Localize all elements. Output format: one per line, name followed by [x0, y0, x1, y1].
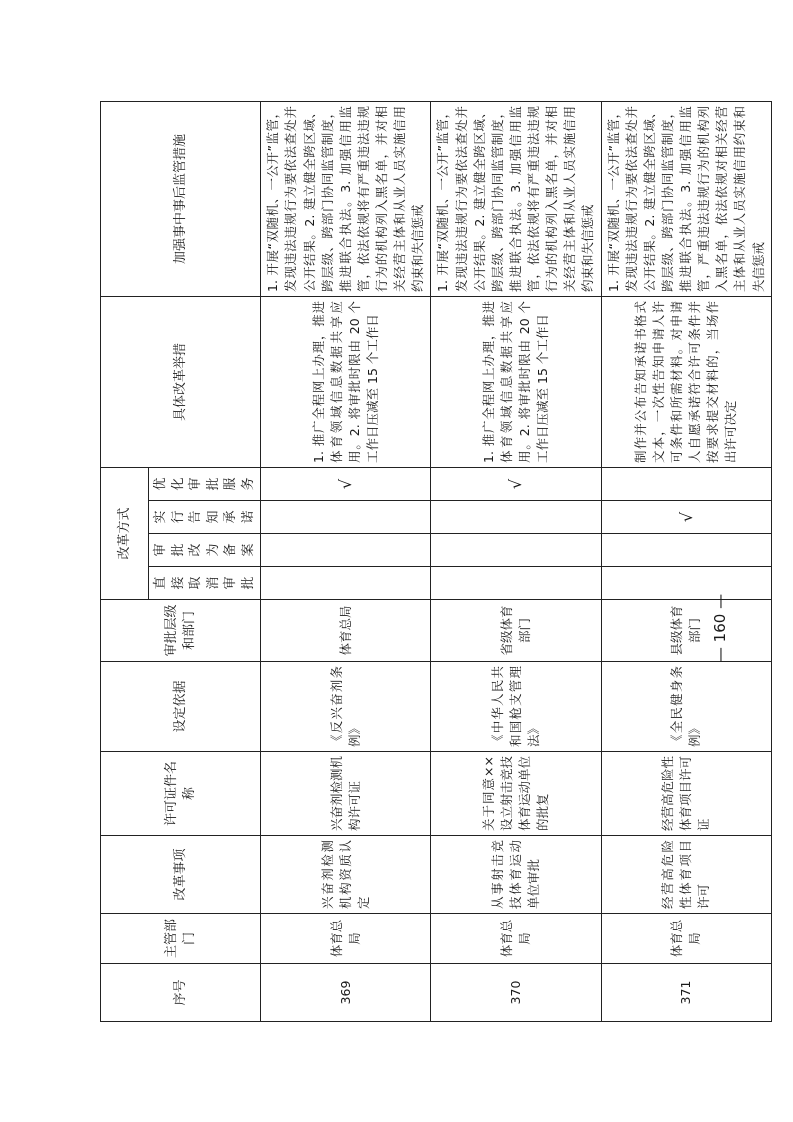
rotated-table-wrapper	[100, 102, 770, 1022]
cell-item: 兴奋剂检测机构资质认定	[261, 836, 431, 914]
header-mode: 改革方式	[101, 467, 149, 599]
table-row	[601, 101, 771, 1021]
reform-table	[100, 101, 772, 1022]
page-number-text: — 160 —	[711, 593, 730, 663]
header-mode-optimize: 优化审批服务	[149, 467, 261, 500]
cell-supervision: 1. 开展“双随机、一公开”监管，发现违法违规行为要依法查处并公开结果。2. 建立健全跨区域、跨层级、跨部门协同监管制度，推进联合执法。3. 加强信用监管，严重违法违规行为的机构列入黑名单，依法依规对相关经营主体和从业人员实施信用约束和失信惩戒	[601, 101, 771, 296]
cell-license: 关于同意××设立射击竞技体育运动单位的批复	[431, 752, 601, 836]
header-seq: 序号	[101, 964, 261, 1022]
page-number	[700, 593, 740, 663]
header-level: 审批层级和部门	[101, 600, 261, 662]
cell-measures: 1. 推广全程网上办理，推进体育领域信息数据共享应用。2. 将审批时限由 20 个工作日压减至 15 个工作日	[261, 296, 431, 467]
header-item: 改革事项	[101, 836, 261, 914]
cell-supervision: 1. 开展“双随机、一公开”监管，发现违法违规行为要依法查处并公开结果。2. 建立健全跨区域、跨层级、跨部门协同监管制度，推进联合执法。3. 加强信用监管，依法依规将有严重违法违规行为的机构列入黑名单，并对相关经营主体和从业人员实施信用约束和失信惩戒	[431, 101, 601, 296]
cell-seq: 370	[431, 964, 601, 1022]
cell-cancel	[261, 567, 431, 600]
cell-measures: 1. 推广全程网上办理，推进体育领域信息数据共享应用。2. 将审批时限由 20 个工作日压减至 15 个工作日	[431, 296, 601, 467]
header-mode-promise: 实行告知承诺	[149, 501, 261, 534]
cell-dept: 体育总局	[431, 914, 601, 964]
cell-license: 经营高危险性体育项目许可证	[601, 752, 771, 836]
cell-filing	[431, 534, 601, 567]
cell-measures: 制作并公布告知承诺书格式文本，一次性告知申请人许可条件和所需材料。对申请人自愿承诺符合许可条件并按要求提交材料的，当场作出许可决定	[601, 296, 771, 467]
cell-promise	[261, 501, 431, 534]
header-measures: 具体改革举措	[101, 296, 261, 467]
cell-dept: 体育总局	[261, 914, 431, 964]
cell-level: 县级体育部门	[601, 600, 771, 662]
table-row	[431, 101, 601, 1021]
table-row	[261, 101, 431, 1021]
cell-item: 从事射击竞技体育运动单位审批	[431, 836, 601, 914]
cell-supervision: 1. 开展“双随机、一公开”监管，发现违法违规行为要依法查处并公开结果。2. 建立健全跨区域、跨层级、跨部门协同监管制度，推进联合执法。3. 加强信用监管，依法依规将有严重违法违规行为的机构列入黑名单，并对相关经营主体和从业人员实施信用约束和失信惩戒	[261, 101, 431, 296]
cell-promise: √	[601, 501, 771, 534]
cell-promise	[431, 501, 601, 534]
cell-optimize: √	[431, 467, 601, 500]
header-license: 许可证件名称	[101, 752, 261, 836]
cell-cancel	[431, 567, 601, 600]
cell-filing	[601, 534, 771, 567]
cell-license: 兴奋剂检测机构许可证	[261, 752, 431, 836]
cell-level: 体育总局	[261, 600, 431, 662]
cell-basis: 《中华人民共和国枪支管理法》	[431, 662, 601, 752]
cell-optimize	[601, 467, 771, 500]
cell-level: 省级体育部门	[431, 600, 601, 662]
header-mode-cancel: 直接取消审批	[149, 567, 261, 600]
cell-cancel	[601, 567, 771, 600]
header-mode-filing: 审批改为备案	[149, 534, 261, 567]
cell-basis: 《反兴奋剂条例》	[261, 662, 431, 752]
header-dept: 主管部门	[101, 914, 261, 964]
header-basis: 设定依据	[101, 662, 261, 752]
cell-basis: 《全民健身条例》	[601, 662, 771, 752]
cell-item: 经营高危险性体育项目许可	[601, 836, 771, 914]
cell-dept: 体育总局	[601, 914, 771, 964]
cell-optimize: √	[261, 467, 431, 500]
cell-seq: 371	[601, 964, 771, 1022]
header-supervision: 加强事中事后监管措施	[101, 101, 261, 296]
cell-filing	[261, 534, 431, 567]
cell-seq: 369	[261, 964, 431, 1022]
